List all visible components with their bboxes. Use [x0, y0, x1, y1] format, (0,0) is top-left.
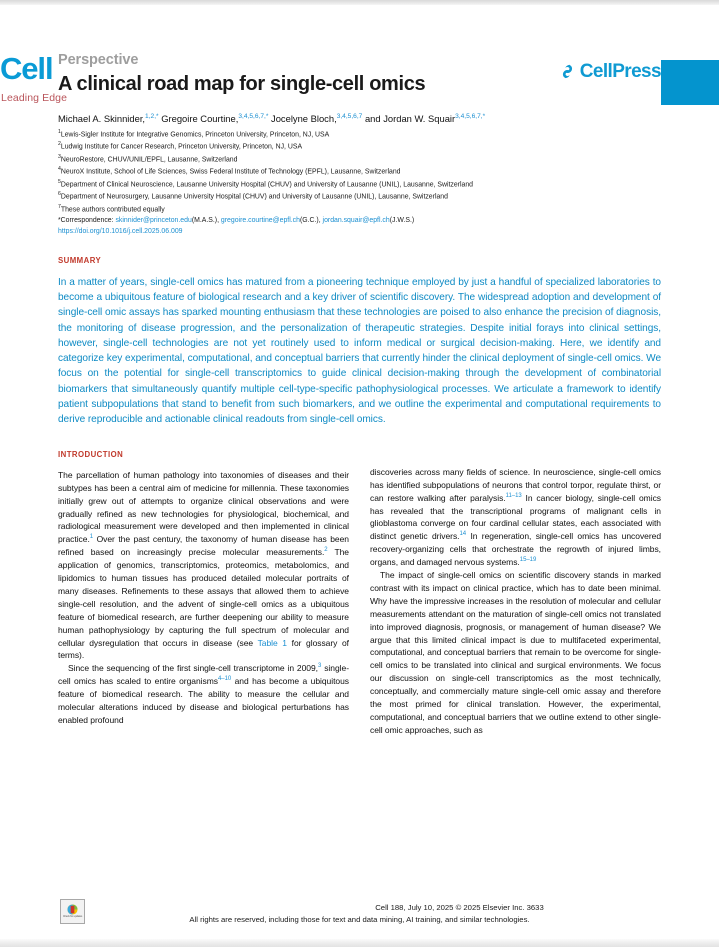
body-column-left — [58, 450, 349, 737]
page-color-tab — [661, 60, 719, 105]
summary-heading: SUMMARY — [58, 255, 102, 265]
doi-line — [58, 226, 661, 237]
paragraph: The impact of single-cell omics on scientific discovery stands in marked contrast with its impact on clinical practice, which has to date been minimal. Why have the impressive increases in the resolution of molecular and cellular measurements attendant on the maturation of single-cell omics not translated into improved diagnosis, prognosis, or management of human disease? We argue that this limited clinical impact is due to multifaceted experimental, computational, and conceptual barriers that remain to be overcome for single-cell omics to be translated into clinical and surgical environments. We focus our discussion on single-cell transcriptomics as the most technically, conceptually, and commercially mature single-cell omic assay and therefore the most primed for clinical translation. However, the experimental, computational, and conceptual barriers that we outline extend to other single-cell omic approaches, such as — [370, 570, 661, 735]
article-page — [0, 5, 719, 939]
author-list: Michael A. Skinnider,$^{1,2,*}$ Gregoire Courtine,$^{3,4,5,6,7,*}$ Jocelyne Bloch,$^{3,4,5,6,7}$ and Jordan W. Squair$^{3,4,5,6,7,*}$ — [58, 112, 486, 125]
initials-gc: (G.C.) — [299, 217, 319, 225]
section-heading-introduction: INTRODUCTION — [58, 449, 124, 459]
paragraph: The parcellation of human pathology into taxonomies of diseases and their subtypes has been a central aim of medicine for millennia. These taxonomies initially grew out of attempts to organize clinical observations and were gradually refined as new technologies for physiological, biochemical, and radiological measurement were developed and then implemented in clinical practice.$^1$ Over the past century, the taxonomy of human disease has been refined based on increasingly precise molecular measurements.$^2$ The application of genomics, transcriptomics, proteomics, metabolomics, and lipidomics to human tissues has produced detailed molecular portraits of many diseases. Refinements to these assays that allowed them to achieve single-cell resolution, and the advent of single-cell omics as a ubiquitous feature of biomedical research, are further deepening our ability to measure human pathophysiology by capturing the full spectrum of molecular and cellular dysregulation that occurs in disease (see Table 1 for glossary of terms). — [58, 469, 349, 661]
affiliation-item: $^7$These authors contributed equally — [58, 203, 165, 213]
affiliation-item: $^6$Department of Neurosurgery, Lausanne University Hospital (CHUV) and University of Lausanne (UNIL), Lausanne, Switzerland — [58, 191, 448, 201]
paragraph: discoveries across many fields of science. In neuroscience, single-cell omics has identified subpopulations of neurons that control torpor, regulate thirst, or can restore walking after paralysis.$^{11-13}$ In cancer biology, single-cell omics has revealed that the transcriptional programs of malignant cells in glioblastoma converge on four cardinal cellular states, each associated with distinct genetic drivers.$^{14}$ In regeneration, single-cell omics has uncovered recovery-organizing cells that orchestrate the regrowth of injured limbs, organs, and damaged nervous systems.$^{15-19}$ — [370, 466, 662, 568]
body-columns — [58, 450, 661, 737]
page-title: A clinical road map for single-cell omics — [58, 72, 426, 95]
footer-text — [0, 902, 719, 926]
email-link-masc[interactable]: skinnider@princeton.edu — [115, 217, 192, 225]
footer-rights: All rights are reserved, including those for text and data mining, AI training, and similar technologies. — [189, 914, 530, 924]
initials-masc: (M.A.S.) — [191, 217, 218, 225]
email-link-gc[interactable]: gregoire.courtine@epfl.ch — [220, 217, 300, 225]
page-footer — [0, 893, 719, 941]
column-top-spacer — [370, 450, 661, 466]
article-type-label: Perspective — [58, 52, 139, 68]
crossmark-label: Check for updates — [62, 915, 83, 919]
journal-section-label: Leading Edge — [1, 92, 68, 104]
article-content — [58, 5, 661, 737]
correspondence-label: *Correspondence: — [58, 217, 114, 225]
affiliation-list — [58, 128, 661, 238]
affiliation-item: $^4$NeuroX Institute, School of Life Sciences, Swiss Federal Institute of Technology (EPFL), Lausanne, Switzerland — [58, 166, 401, 176]
footer-citation: Cell 188, July 10, 2025 © 2025 Elsevier Inc. 3633 — [375, 903, 544, 912]
correspondence-line: *Correspondence: skinnider@princeton.edu(M.A.S.), gregoire.courtine@epfl.ch(G.C.), jordan.squair@epfl.ch(J.W.S.) — [58, 217, 415, 225]
affiliation-item: $^1$Lewis-Sigler Institute for Integrative Genomics, Princeton University, Princeton, NJ, USA — [58, 128, 330, 139]
paragraph: Since the sequencing of the first single-cell transcriptome in 2009,$^3$ single-cell omics has scaled to entire organisms$^{4-10}$ and has become a ubiquitous feature of biomedical research. The ability to measure the cellular and molecular alterations induced by disease and biological perturbations has enabled profound — [58, 663, 349, 726]
affiliation-item: $^2$Ludwig Institute for Cancer Research, Princeton University, Princeton, NJ, USA — [58, 141, 303, 151]
journal-logo: Cell — [0, 51, 53, 86]
email-link-jws[interactable]: jordan.squair@epfl.ch — [322, 217, 390, 225]
summary-text: In a matter of years, single-cell omics has matured from a pioneering technique employed by just a handful of specialized laboratories to become a ubiquitous feature of biological research and a key driver of scientific discovery. The widespread adoption and development of single-cell omic assays has sparked mounting enthusiasm that these technologies are poised to also enhance the precision of diagnosis, the monitoring of disease progression, and the personalization of therapeutic strategies. Despite initial forays into clinical settings, however, single-cell technologies are not yet routinely used to inform medical or surgical decision-making. Here, we identify and categorize key experimental, computational, and conceptual barriers that currently hinder the clinical deployment of single-cell omics. We focus on the potential for single-cell transcriptomics to guide clinical decision-making through the development of combinatorial biomarkers that simultaneously quantify multiple cell-type-specific pathophysiological processes. We articulate a framework to identify patient subpopulations that stand to benefit from such biomarkers, and we outline the experimental and computational requirements to derive reproducible and actionable clinical readouts from single-cell omics. — [58, 276, 661, 426]
body-column-right — [370, 450, 661, 737]
affiliation-item: $^5$Department of Clinical Neuroscience, Lausanne University Hospital (CHUV) and University of Lausanne (UNIL), Lausanne, Switzerland — [58, 178, 473, 188]
doi-link[interactable]: https://doi.org/10.1016/j.cell.2025.06.009 — [58, 228, 183, 236]
affiliation-item: $^3$NeuroRestore, CHUV/UNIL/EPFL, Lausanne, Switzerland — [58, 153, 238, 164]
cellpress-label: CellPress — [579, 61, 661, 82]
initials-jws: (J.W.S.) — [389, 217, 415, 225]
